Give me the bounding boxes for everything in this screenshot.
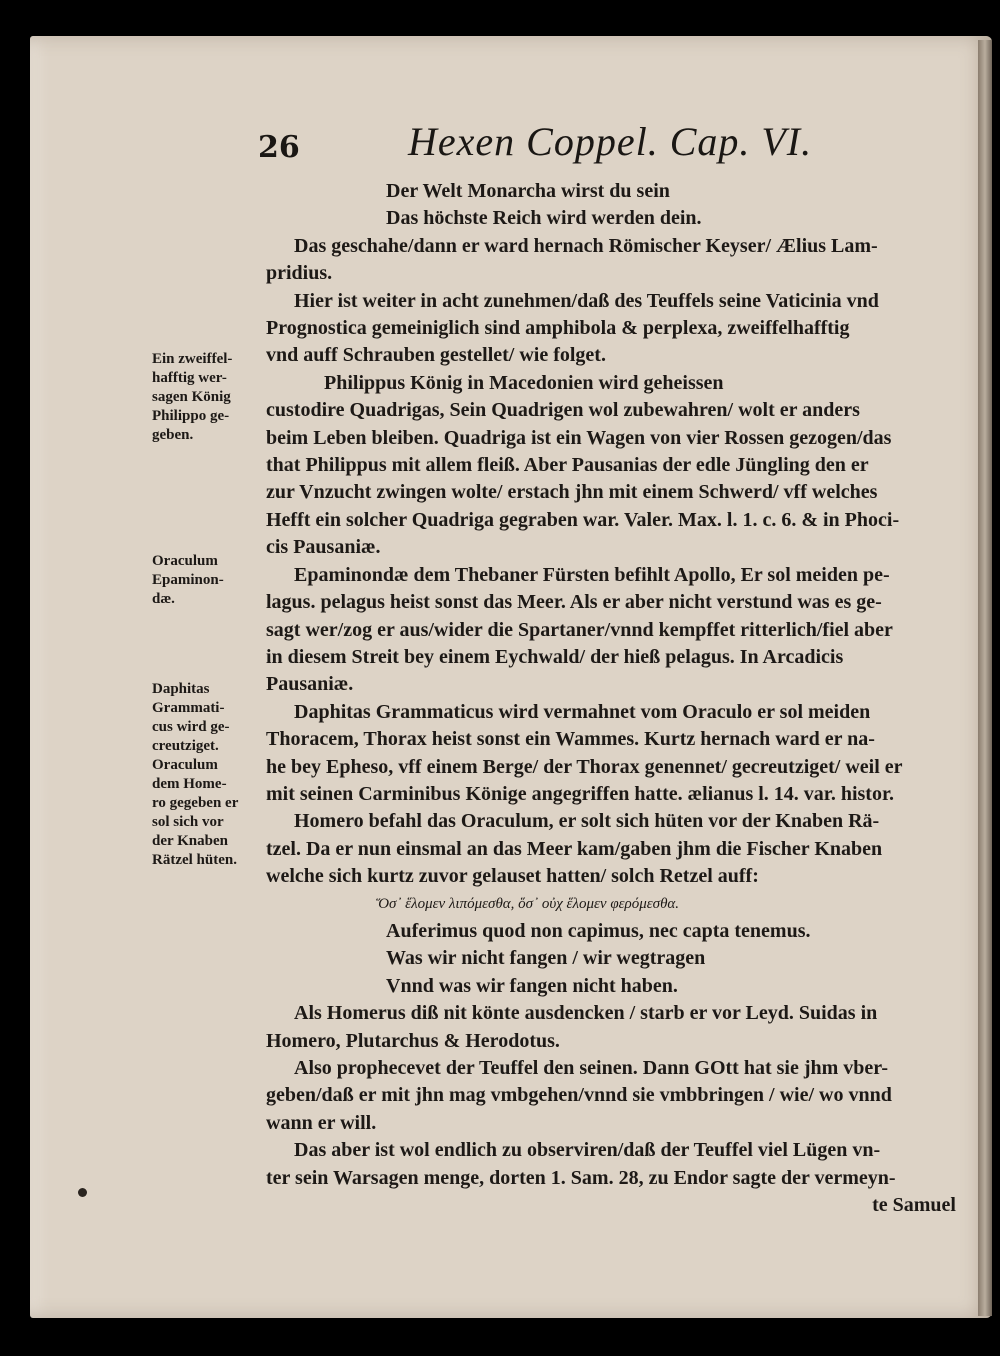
text-line: Thoracem, Thorax heist sonst ein Wammes. Kurtz hernach ward er na- (266, 728, 875, 751)
margin-note: Ein zweiffel- hafftig wer- sagen König Philippo ge- geben. (152, 351, 233, 443)
page-edge (978, 40, 992, 1316)
running-head: Hexen Coppel. Cap. VI. (408, 119, 813, 164)
text-line: Auferimus quod non capimus, nec capta tenemus. (386, 919, 811, 942)
text-line: that Philippus mit allem fleiß. Aber Pausanias der edle Jüngling den er (266, 454, 869, 477)
text-line: geben/daß er mit jhn mag vmbgehen/vnnd sie vmbbringen / wie/ wo vnnd (266, 1084, 892, 1107)
text-line: Homero, Plutarchus & Herodotus. (266, 1029, 560, 1052)
text-line: Prognostica gemeiniglich sind amphibola & perplexa, zweiffelhafftig (266, 317, 850, 340)
text-line: Als Homerus diß nit könte ausdencken / starb er vor Leyd. Suidas in (294, 1002, 878, 1025)
text-line: ter sein Warsagen menge, dorten 1. Sam. 28, zu Endor sagte der vermeyn- (266, 1166, 896, 1189)
text-line: Pausaniæ. (266, 673, 354, 696)
text-line: Das aber ist wol endlich zu observiren/daß der Teuffel viel Lügen vn- (294, 1139, 881, 1162)
text-line: Vnnd was wir fangen nicht haben. (386, 974, 678, 997)
text-line: tzel. Da er nun einsmal an das Meer kam/gaben jhm die Fischer Knaben (266, 837, 883, 860)
text-line: Was wir nicht fangen / wir wegtragen (386, 947, 706, 970)
text-line: Homero befahl das Oraculum, er solt sich hüten vor der Knaben Rä- (294, 810, 880, 833)
text-line: Der Welt Monarcha wirst du sein (386, 180, 670, 202)
text-line: in diesem Streit bey einem Eychwald/ der hieß pelagus. In Arcadicis (266, 645, 844, 668)
text-line: welche sich kurtz zuvor gelauset hatten/ solch Retzel auff: (266, 865, 759, 888)
text-line: vnd auff Schrauben gestellet/ wie folget. (266, 344, 606, 367)
text-line: Epaminondæ dem Thebaner Fürsten befihlt Apollo, Er sol meiden pe- (294, 563, 890, 586)
text-line: Philippus König in Macedonien wird geheissen (324, 371, 724, 394)
text-line: cis Pausaniæ. (266, 536, 381, 559)
text-line: Hier ist weiter in acht zunehmen/daß des Teuffels seine Vaticinia vnd (294, 289, 879, 312)
text-line: sagt wer/zog er aus/wider die Spartaner/vnnd kempffet ritterlich/fiel aber (266, 618, 893, 641)
text-line: Daphitas Grammaticus wird vermahnet vom Oraculo er sol meiden (294, 700, 871, 723)
text-line: wann er will. (266, 1111, 377, 1134)
text-line: Hefft ein solcher Quadriga gegraben war. Valer. Max. l. 1. c. 6. & in Phoci- (266, 508, 900, 531)
text-line: custodire Quadrigas, Sein Quadrigen wol zubewahren/ wolt er anders (266, 399, 860, 422)
greek-verse: Ὅσ᾽ ἕλομεν λιπόμεσθα, ὅσ᾽ οὐχ ἕλομεν φερόμεσθα. (376, 895, 680, 912)
text-line: Das höchste Reich wird werden dein. (386, 207, 702, 230)
text-line: zur Vnzucht zwingen wolte/ erstach jhn mit einem Schwerd/ vff welches (266, 481, 878, 504)
ink-spot (78, 1188, 87, 1197)
margin-note: Oraculum Epaminon- dæ. (152, 553, 224, 607)
text-line: Das geschahe/dann er ward hernach Römischer Keyser/ Ælius Lam- (294, 234, 878, 257)
margin-note: Daphitas Grammati- cus wird ge- creutziget. Oraculum dem Home- ro gegeben er sol sich vor der Knaben Rätzel hüten. (152, 681, 239, 868)
text-line: beim Leben bleiben. Quadriga ist ein Wagen von vier Rossen gezogen/das (266, 426, 892, 449)
text-line: he bey Epheso, vff einem Berge/ der Thorax genennet/ gecreutziget/ weil er (266, 755, 903, 778)
catchword: te Samuel (872, 1194, 956, 1217)
text-line: Also prophecevet der Teuffel den seinen. Dann GOtt hat sie jhm vber- (294, 1057, 889, 1079)
text-line: lagus. pelagus heist sonst das Meer. Als er aber nicht verstund was es ge- (266, 591, 882, 614)
page-header (258, 118, 858, 182)
text-line: pridius. (266, 262, 333, 285)
page-number: 26 (258, 130, 300, 165)
main-text (266, 178, 956, 1219)
text-line: mit seinen Carminibus Könige angegriffen hatte. ælianus l. 14. var. histor. (266, 782, 894, 805)
